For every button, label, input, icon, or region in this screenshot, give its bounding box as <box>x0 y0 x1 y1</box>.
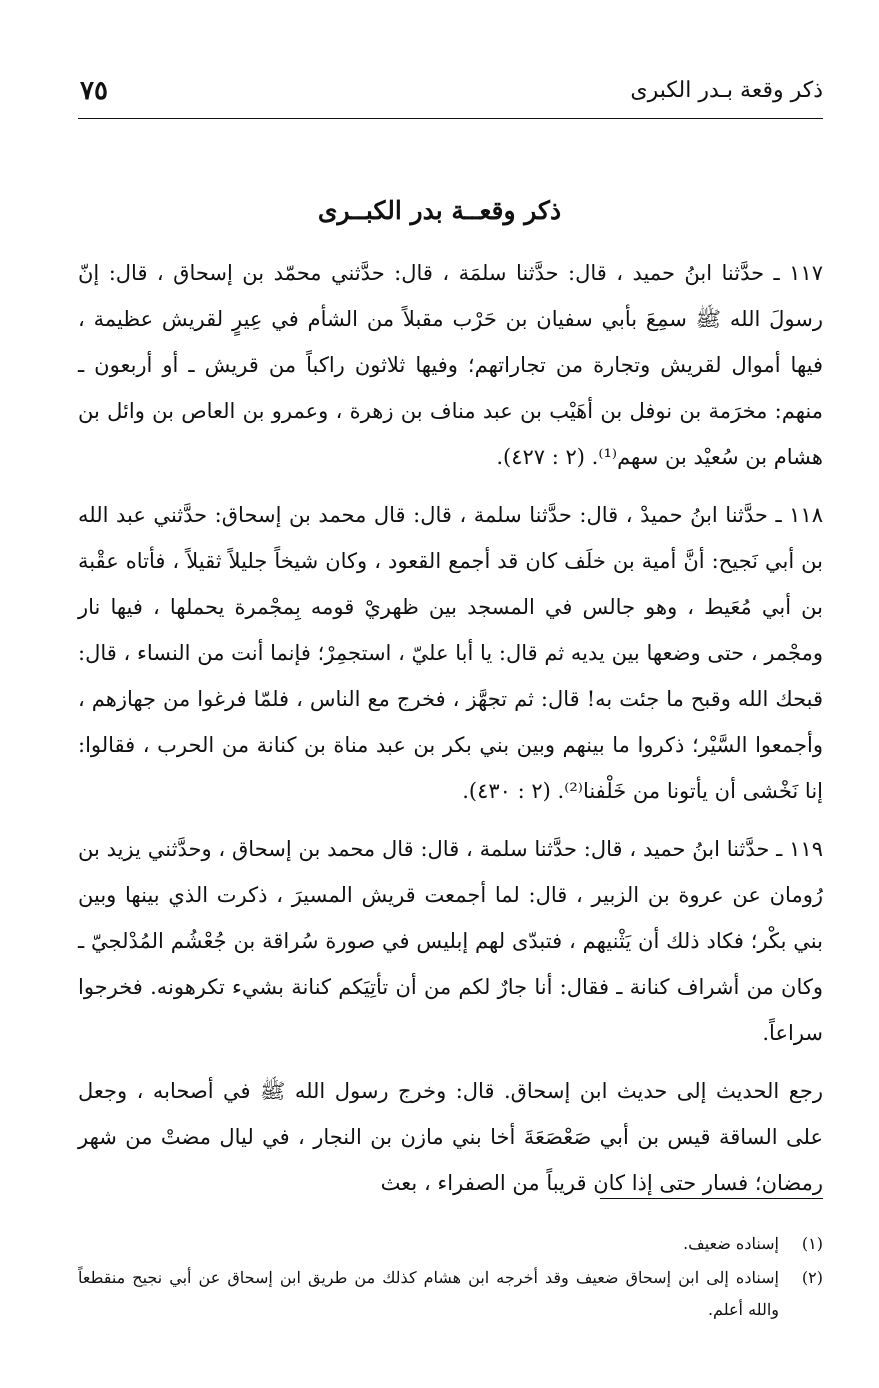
footnote-text: إسناده إلى ابن إسحاق ضعيف وقد أخرجه ابن هشام كذلك من طريق ابن إسحاق عن أبي نجيح منقطعاً والله أعلم. <box>78 1268 779 1319</box>
footnote-text: إسناده ضعيف. <box>683 1234 779 1253</box>
footnote-number: (١) <box>801 1234 823 1253</box>
footnote-number: (٢) <box>801 1268 823 1287</box>
footnote-rule <box>600 1198 823 1199</box>
footnote-2 <box>78 1262 823 1326</box>
footnote-1 <box>78 1228 823 1260</box>
paragraph-117: ١١٧ ـ حدَّثنا ابنُ حميد ، قال: حدَّثنا سلمَة ، قال: حدَّثني محمّد بن إسحاق ، قال: إنّ رسولَ الله ﷺ سمِعَ بأبي سفيان بن حَرْب مقبلاً من الشأم في عِيرٍ لقريش عظيمة ، فيها أموال لقريش وتجارة من تجاراتهم؛ وفيها ثلاثون راكباً من قريش ـ أو أربعون ـ منهم: مخرَمة بن نوفل بن أهَيْب بن عبد مناف بن زهرة ، وعمرو بن العاص بن وائل بن هشام بن سُعيْد بن سهم⁽¹⁾. (٢ : ٤٢٧). <box>78 261 823 469</box>
running-title: ذكر وقعة بـدر الكبرى <box>630 78 823 103</box>
body-text <box>78 250 823 1218</box>
header-rule <box>78 118 823 119</box>
paragraph-118: ١١٨ ـ حدَّثنا ابنُ حميدْ ، قال: حدَّثنا سلمة ، قال: قال محمد بن إسحاق: حدَّثني عبد الله بن أبي نَجيح: أنَّ أمية بن خلَف كان قد أجمع القعود ، وكان شيخاً جليلاً ثقيلاً ، فأتاه عقْبة بن أبي مُعَيط ، وهو جالس في المسجد بين ظهريْ قومه بِمجْمرة يحملها ، فيها نار ومجْمر ، حتى وضعها بين يديه ثم قال: يا أبا عليّ ، استجمِرْ؛ فإنما أنت من النساء ، قال: قبحك الله وقبح ما جئت به! قال: ثم تجهَّز ، فخرج مع الناس ، فلمّا فرغوا من جهازهم ، وأجمعوا السَّيْر؛ ذكروا ما بينهم وبين بني بكر بن عبد مناة بن كنانة من الحرب ، فقالوا: إنا نَخْشى أن يأتونا من خَلْفنا⁽²⁾. (٢ : ٤٣٠). <box>78 503 823 803</box>
paragraph-119: ١١٩ ـ حدَّثنا ابنُ حميد ، قال: حدَّثنا سلمة ، قال: قال محمد بن إسحاق ، وحدَّثني يزيد بن رُومان عن عروة بن الزبير ، قال: لما أجمعت قريش المسيرَ ، ذكرت الذي بينها وبين بني بكْر؛ فكاد ذلك أن يَثْنيهم ، فتبدّى لهم إبليس في صورة سُراقة بن جُعْشُم المُدْلجيّ ـ وكان من أشراف كنانة ـ فقال: أنا جارٌ لكم من أن تأتِيَكم كنانة بشيء تكرهونه. فخرجوا سراعاً. <box>78 837 823 1045</box>
paragraph-narrative: رجع الحديث إلى حديث ابن إسحاق. قال: وخرج رسول الله ﷺ في أصحابه ، وجعل على الساقة قيس بن أبي صَعْصَعَةَ أخا بني مازن بن النجار ، في ليال مضتْ من شهر رمضان؛ فسار حتى إذا كان قريباً من الصفراء ، بعث <box>78 1079 823 1195</box>
page-number: ٧٥ <box>80 76 108 106</box>
running-head <box>80 72 823 116</box>
footnotes <box>78 1228 823 1328</box>
section-title: ذكر وقعــة بدر الكبــرى <box>317 196 562 225</box>
